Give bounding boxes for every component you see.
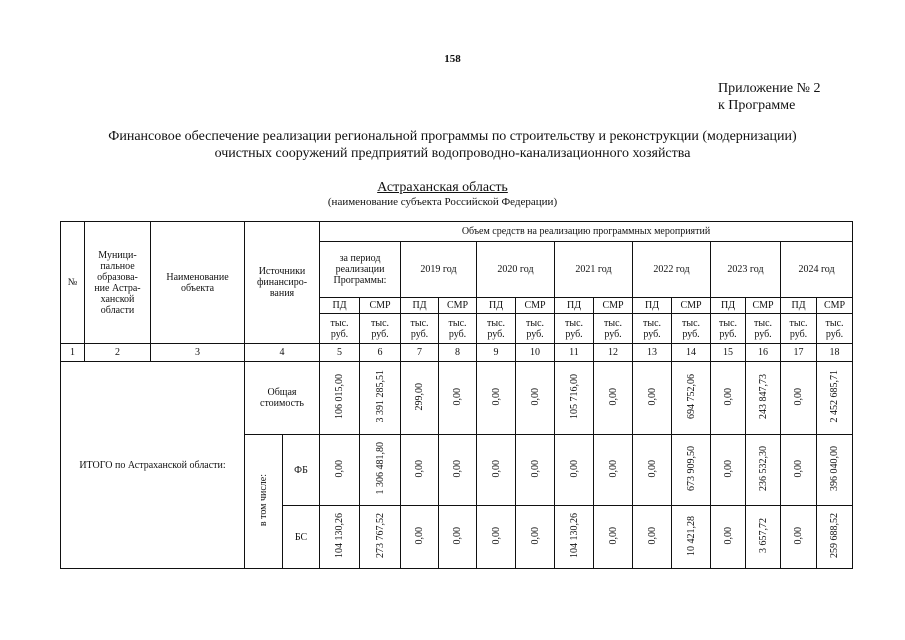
bs-value-cell bbox=[672, 506, 711, 569]
financing-table bbox=[60, 221, 905, 569]
fb-value-cell bbox=[360, 435, 401, 506]
total-value: 0,00 bbox=[793, 387, 804, 406]
fb-value-cell bbox=[711, 435, 746, 506]
header-smr: СМР bbox=[439, 298, 477, 314]
bs-value-cell bbox=[746, 506, 781, 569]
header-unit: тыс. руб. bbox=[633, 314, 672, 344]
bs-value-cell bbox=[320, 506, 360, 569]
header-unit: тыс. руб. bbox=[516, 314, 555, 344]
header-year-2024: 2024 год bbox=[781, 242, 853, 298]
bs-value-cell bbox=[439, 506, 477, 569]
header-no: № bbox=[61, 222, 85, 344]
header-municipality: Муници- пальное образова- ние Астра- ханской области bbox=[85, 222, 151, 344]
fb-value-cell bbox=[746, 435, 781, 506]
total-value-cell bbox=[555, 362, 594, 435]
bs-value: 0,00 bbox=[414, 526, 425, 545]
header-unit: тыс. руб. bbox=[672, 314, 711, 344]
total-value-cell bbox=[711, 362, 746, 435]
header-unit: тыс. руб. bbox=[817, 314, 853, 344]
bs-value: 0,00 bbox=[452, 526, 463, 545]
header-volume: Объем средств на реализацию программных мероприятий bbox=[320, 222, 853, 242]
bs-value-cell bbox=[401, 506, 439, 569]
fb-value: 1 306 481,80 bbox=[374, 442, 386, 495]
including-label: в том числе: bbox=[245, 435, 283, 569]
total-value: 3 391 285,51 bbox=[374, 370, 386, 423]
bs-value: 3 657,72 bbox=[757, 518, 769, 553]
bs-value: 0,00 bbox=[529, 526, 541, 545]
header-pd: ПД bbox=[477, 298, 516, 314]
title-line-1: Финансовое обеспечение реализации региональной программы по строительству и реконструкции (модернизации) bbox=[108, 129, 797, 144]
total-value: 0,00 bbox=[646, 387, 658, 406]
bs-value-cell bbox=[817, 506, 853, 569]
fb-value: 0,00 bbox=[568, 459, 580, 478]
bs-value-cell bbox=[594, 506, 633, 569]
header-pd: ПД bbox=[633, 298, 672, 314]
bs-value: 0,00 bbox=[793, 526, 804, 545]
total-value: 0,00 bbox=[529, 387, 541, 406]
bs-value-cell bbox=[711, 506, 746, 569]
total-value: 0,00 bbox=[722, 387, 734, 406]
bs-value-cell bbox=[477, 506, 516, 569]
total-cost-label: Общая стоимость bbox=[245, 362, 320, 435]
fb-value-cell bbox=[516, 435, 555, 506]
column-number: 4 bbox=[245, 344, 320, 362]
total-value-cell bbox=[477, 362, 516, 435]
column-number: 15 bbox=[711, 344, 746, 362]
fb-value-cell bbox=[817, 435, 853, 506]
header-unit: тыс. руб. bbox=[477, 314, 516, 344]
appendix-caption bbox=[718, 80, 821, 114]
header-unit: тыс. руб. bbox=[439, 314, 477, 344]
bs-value: 0,00 bbox=[607, 526, 619, 545]
bs-value: 10 421,28 bbox=[685, 515, 697, 556]
bs-value-cell bbox=[781, 506, 817, 569]
fb-value: 236 532,30 bbox=[757, 446, 769, 491]
header-unit: тыс. руб. bbox=[746, 314, 781, 344]
total-label: ИТОГО по Астраханской области: bbox=[61, 362, 245, 569]
bs-value-cell bbox=[360, 506, 401, 569]
header-year-2023: 2023 год bbox=[711, 242, 781, 298]
fb-value: 0,00 bbox=[646, 459, 658, 478]
bs-label: БС bbox=[283, 506, 320, 569]
appendix-line-2: к Программе bbox=[718, 98, 796, 113]
column-number: 12 bbox=[594, 344, 633, 362]
fb-value: 0,00 bbox=[452, 459, 463, 478]
header-year-2019: 2019 год bbox=[401, 242, 477, 298]
fb-value-cell bbox=[594, 435, 633, 506]
column-number: 11 bbox=[555, 344, 594, 362]
header-unit: тыс. руб. bbox=[555, 314, 594, 344]
fb-value-cell bbox=[781, 435, 817, 506]
header-unit: тыс. руб. bbox=[711, 314, 746, 344]
column-number: 3 bbox=[151, 344, 245, 362]
fb-value-cell bbox=[633, 435, 672, 506]
column-number: 9 bbox=[477, 344, 516, 362]
header-pd: ПД bbox=[781, 298, 817, 314]
fb-value: 0,00 bbox=[414, 459, 425, 478]
header-unit: тыс. руб. bbox=[781, 314, 817, 344]
total-value: 694 752,06 bbox=[685, 374, 697, 419]
header-year-2020: 2020 год bbox=[477, 242, 555, 298]
column-number: 16 bbox=[746, 344, 781, 362]
fb-value: 0,00 bbox=[490, 459, 502, 478]
total-value: 299,00 bbox=[414, 382, 425, 411]
column-number: 1 bbox=[61, 344, 85, 362]
total-value-cell bbox=[516, 362, 555, 435]
total-value: 0,00 bbox=[490, 387, 502, 406]
total-value: 0,00 bbox=[607, 387, 619, 406]
fb-value: 673 909,50 bbox=[685, 446, 697, 491]
header-smr: СМР bbox=[516, 298, 555, 314]
total-value-cell bbox=[439, 362, 477, 435]
fb-value: 0,00 bbox=[334, 459, 345, 478]
fb-value-cell bbox=[401, 435, 439, 506]
header-year-2021: 2021 год bbox=[555, 242, 633, 298]
bs-value-cell bbox=[633, 506, 672, 569]
page-number: 158 bbox=[444, 53, 461, 65]
bs-value: 259 688,52 bbox=[829, 513, 841, 558]
header-smr: СМР bbox=[360, 298, 401, 314]
bs-value: 104 130,26 bbox=[568, 513, 580, 558]
header-smr: СМР bbox=[746, 298, 781, 314]
header-year-2022: 2022 год bbox=[633, 242, 711, 298]
column-number: 10 bbox=[516, 344, 555, 362]
total-value-cell bbox=[633, 362, 672, 435]
total-value-cell bbox=[817, 362, 853, 435]
fb-value: 396 040,00 bbox=[829, 446, 841, 491]
header-pd: ПД bbox=[711, 298, 746, 314]
header-object: Наименование объекта bbox=[151, 222, 245, 344]
column-number: 14 bbox=[672, 344, 711, 362]
total-value: 2 452 685,71 bbox=[829, 370, 841, 423]
column-number: 18 bbox=[817, 344, 853, 362]
bs-value: 0,00 bbox=[490, 526, 502, 545]
column-number: 8 bbox=[439, 344, 477, 362]
fb-value-cell bbox=[477, 435, 516, 506]
column-number: 6 bbox=[360, 344, 401, 362]
total-value-cell bbox=[401, 362, 439, 435]
fb-value-cell bbox=[320, 435, 360, 506]
fb-label: ФБ bbox=[283, 435, 320, 506]
total-value-cell bbox=[672, 362, 711, 435]
appendix-line-1: Приложение № 2 bbox=[718, 81, 821, 96]
region-note: (наименование субъекта Российской Федерации) bbox=[327, 196, 558, 208]
bs-value-cell bbox=[516, 506, 555, 569]
bs-value-cell bbox=[555, 506, 594, 569]
region-name: Астраханская область bbox=[377, 180, 508, 195]
column-number: 5 bbox=[320, 344, 360, 362]
total-value: 0,00 bbox=[452, 387, 463, 406]
header-pd: ПД bbox=[320, 298, 360, 314]
column-number: 17 bbox=[781, 344, 817, 362]
total-value: 106 015,00 bbox=[334, 374, 345, 419]
header-unit: тыс. руб. bbox=[401, 314, 439, 344]
header-unit: тыс. руб. bbox=[360, 314, 401, 344]
bs-value: 0,00 bbox=[722, 526, 734, 545]
total-value-cell bbox=[746, 362, 781, 435]
total-value-cell bbox=[320, 362, 360, 435]
column-number: 2 bbox=[85, 344, 151, 362]
header-sources: Источники финансиро- вания bbox=[245, 222, 320, 344]
total-value: 243 847,73 bbox=[757, 374, 769, 419]
header-smr: СМР bbox=[672, 298, 711, 314]
title-line-2: очистных сооружений предприятий водопроводно-канализационного хозяйства bbox=[214, 146, 691, 161]
document-title bbox=[40, 128, 865, 162]
total-value-cell bbox=[781, 362, 817, 435]
bs-value: 0,00 bbox=[646, 526, 658, 545]
column-number: 13 bbox=[633, 344, 672, 362]
header-period: за период реализации Программы: bbox=[320, 242, 401, 298]
header-pd: ПД bbox=[401, 298, 439, 314]
fb-value-cell bbox=[555, 435, 594, 506]
fb-value: 0,00 bbox=[722, 459, 734, 478]
total-value-cell bbox=[360, 362, 401, 435]
bs-value: 104 130,26 bbox=[334, 513, 345, 558]
bs-value: 273 767,52 bbox=[374, 513, 386, 558]
fb-value: 0,00 bbox=[529, 459, 541, 478]
total-value: 105 716,00 bbox=[568, 374, 580, 419]
total-value-cell bbox=[594, 362, 633, 435]
header-pd: ПД bbox=[555, 298, 594, 314]
column-number: 7 bbox=[401, 344, 439, 362]
header-smr: СМР bbox=[594, 298, 633, 314]
fb-value: 0,00 bbox=[793, 459, 804, 478]
fb-value-cell bbox=[672, 435, 711, 506]
header-unit: тыс. руб. bbox=[594, 314, 633, 344]
header-smr: СМР bbox=[817, 298, 853, 314]
header-unit: тыс. руб. bbox=[320, 314, 360, 344]
fb-value: 0,00 bbox=[607, 459, 619, 478]
fb-value-cell bbox=[439, 435, 477, 506]
